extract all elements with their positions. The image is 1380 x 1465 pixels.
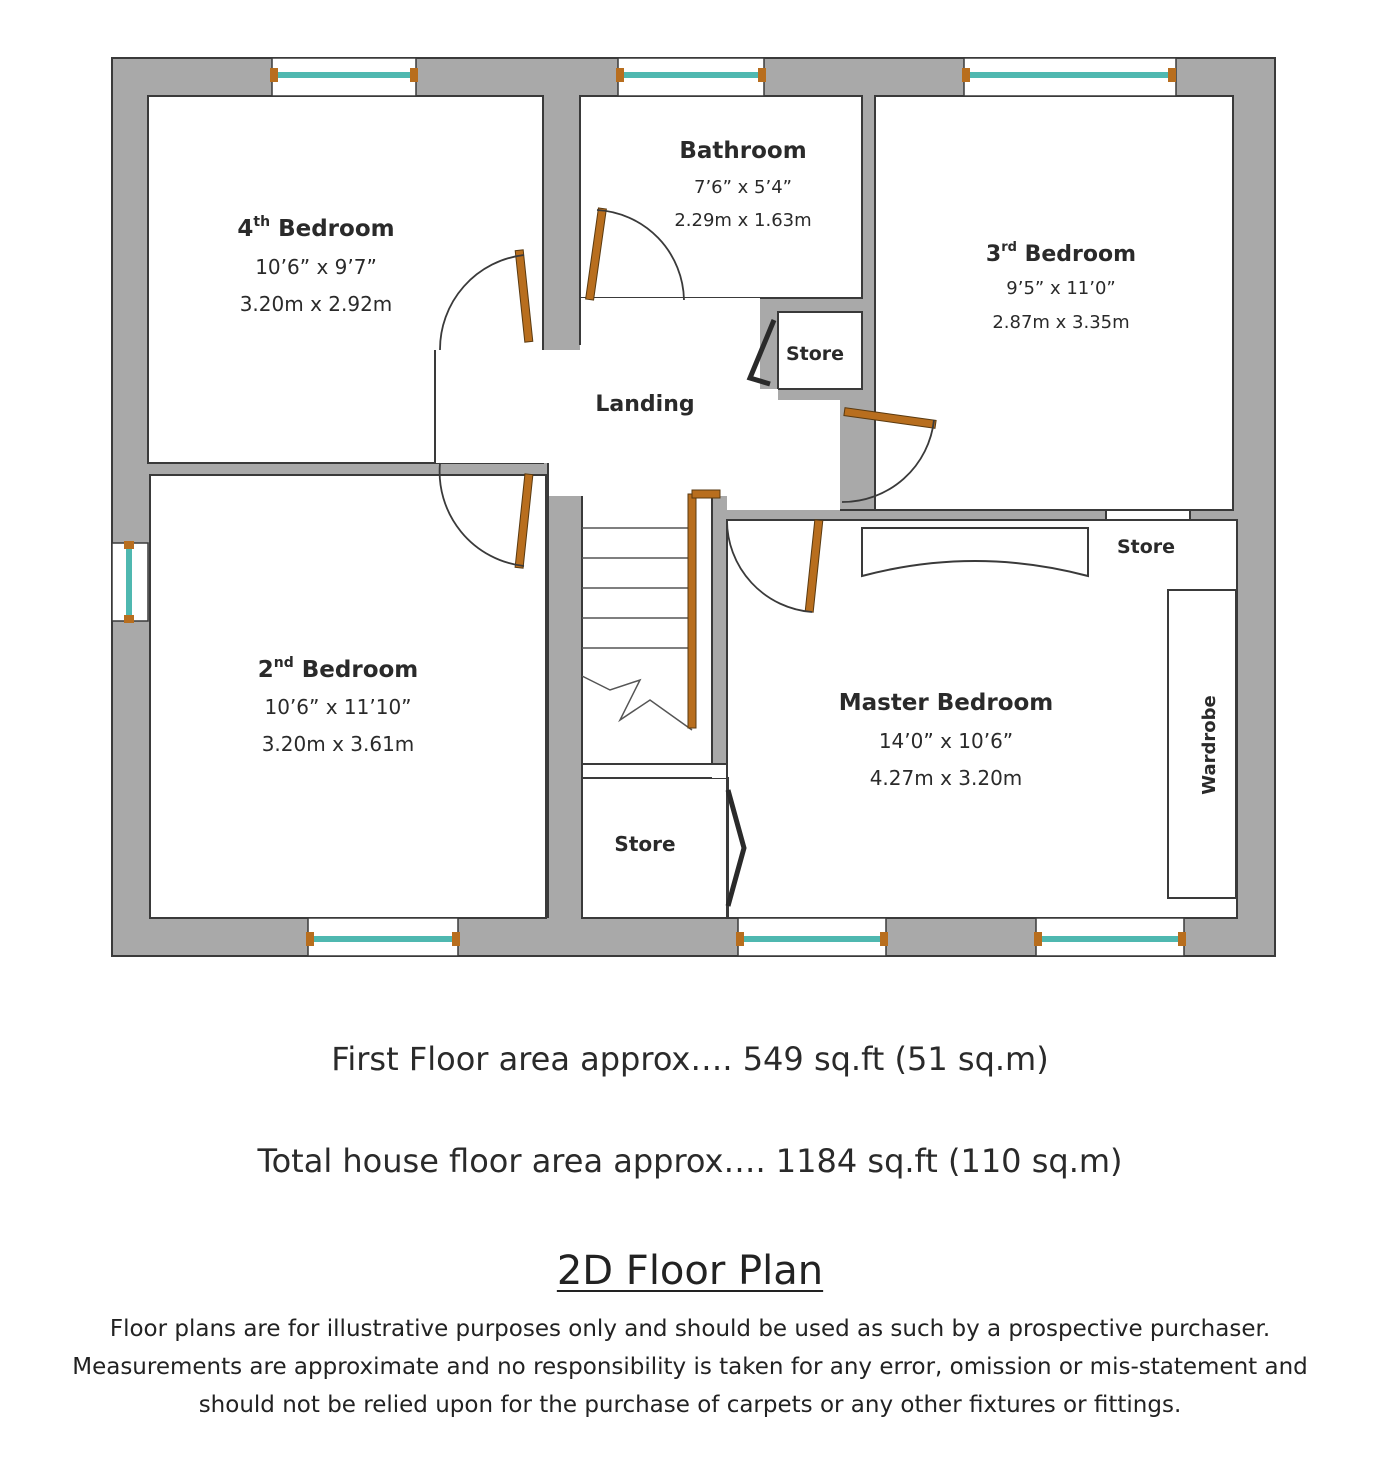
store-right-label: Store xyxy=(1116,536,1176,558)
total-floor-area: Total house floor area approx…. 1184 sq.ft (110 sq.m) xyxy=(257,1142,1123,1180)
wardrobe-label: Wardrobe xyxy=(1199,695,1220,795)
master-imperial: 14’0” x 10’6” xyxy=(878,729,1014,753)
first-floor-area: First Floor area approx…. 549 sq.ft (51 sq.m) xyxy=(331,1040,1049,1078)
master-label: Master Bedroom xyxy=(838,690,1054,716)
plan-title: 2D Floor Plan xyxy=(556,1248,824,1294)
bathroom-label: Bathroom xyxy=(679,138,807,164)
bathroom-imperial: 7’6” x 5’4” xyxy=(694,177,792,198)
master-floor xyxy=(727,520,1237,918)
bedroom3-metric: 2.87m x 3.35m xyxy=(992,312,1130,333)
bathroom-metric: 2.29m x 1.63m xyxy=(674,210,812,231)
disclaimer-line: Measurements are approximate and no responsibility is taken for any error, omission or mis-statement and xyxy=(72,1354,1308,1380)
bedroom2-imperial: 10’6” x 11’10” xyxy=(264,695,412,719)
bedroom3-label: 3rd Bedroom xyxy=(985,240,1137,267)
bedroom3-imperial: 9’5” x 11’0” xyxy=(1006,278,1116,299)
bedroom2-label: 2nd Bedroom xyxy=(257,655,419,683)
landing-label: Landing xyxy=(595,392,695,417)
master-metric: 4.27m x 3.20m xyxy=(869,766,1023,790)
stair-banister xyxy=(688,494,696,728)
disclaimer xyxy=(20,1310,1360,1424)
store-upper-label: Store xyxy=(785,343,845,365)
disclaimer-line: Floor plans are for illustrative purposes only and should be used as such by a prospective purchaser. xyxy=(109,1316,1271,1342)
disclaimer-line: should not be relied upon for the purchase of carpets or any other fixtures or fittings. xyxy=(198,1392,1182,1418)
bedroom4-label: 4th Bedroom xyxy=(237,214,395,242)
bedroom4-metric: 3.20m x 2.92m xyxy=(239,292,393,316)
bedroom4-imperial: 10’6” x 9’7” xyxy=(255,255,377,279)
store-lower-label: Store xyxy=(614,832,676,856)
bedroom3-floor xyxy=(875,96,1233,510)
stair-newel xyxy=(692,490,720,498)
bedroom2-metric: 3.20m x 3.61m xyxy=(261,732,415,756)
